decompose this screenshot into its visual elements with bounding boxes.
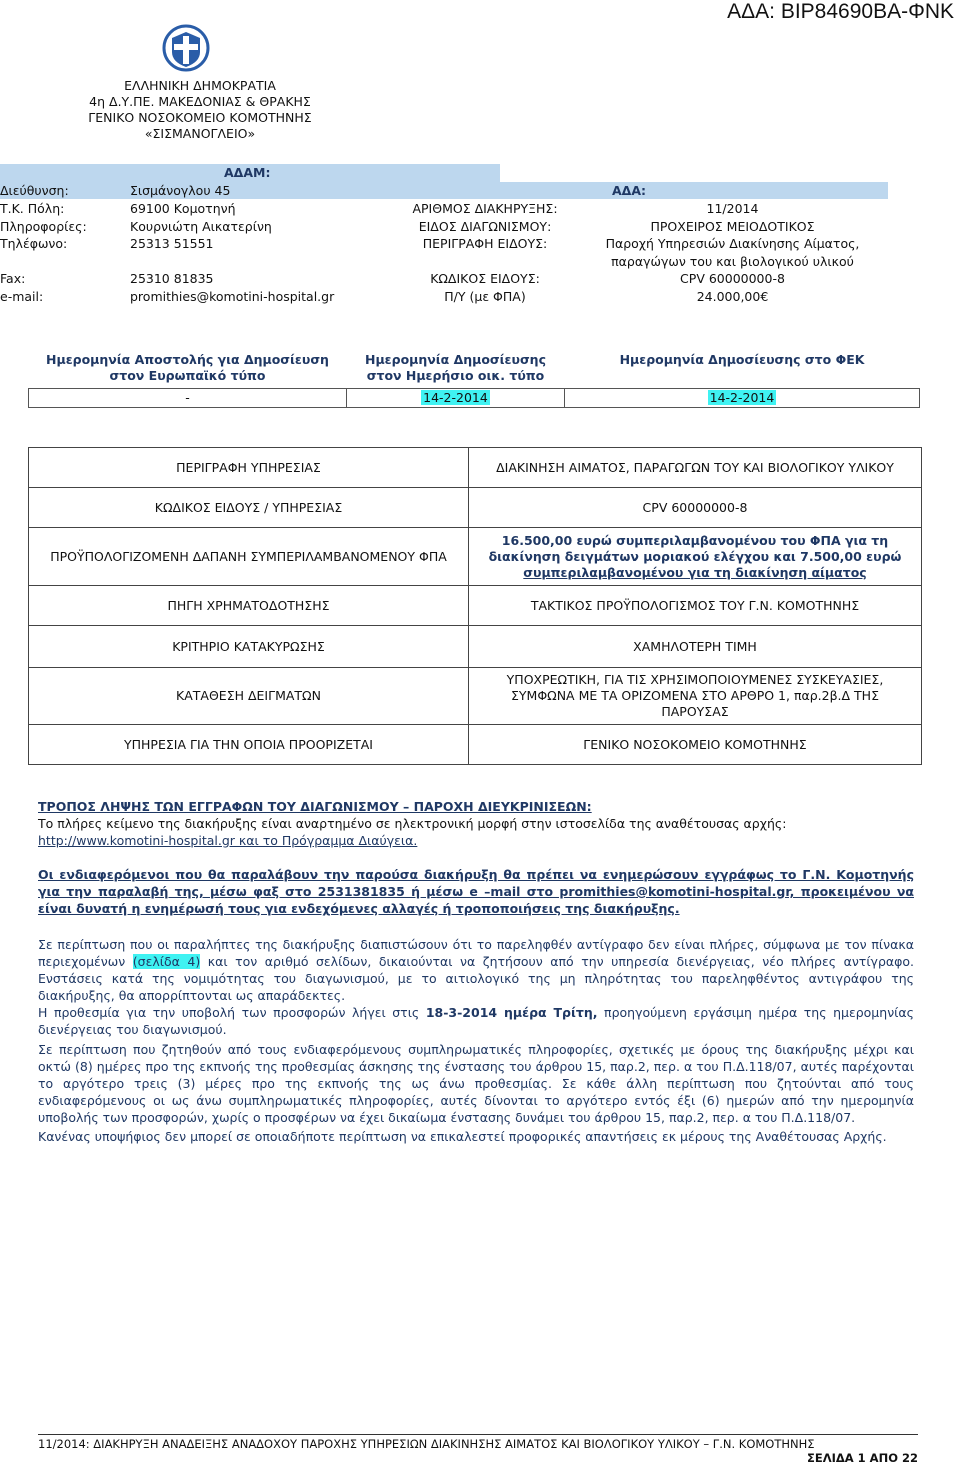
svc-label: ΠΕΡΙΓΡΑΦΗ ΥΠΗΡΕΣΙΑΣ	[29, 448, 469, 488]
header-line-1: ΕΛΛΗΝΙΚΗ ΔΗΜΟΚΡΑΤΙΑ	[124, 78, 276, 93]
header-line-4: «ΣΙΣΜΑΝΟΓΛΕΙΟ»	[144, 126, 256, 141]
ada-label: ΑΔΑ:	[612, 183, 647, 198]
paragraph-4-text-b: προηγούμενη εργάσιμη ημέρα της ημερομηνίας διενέργειας του διαγωνισμού.	[38, 1005, 914, 1037]
tender-label-budget: Π/Υ (με ΦΠΑ)	[444, 289, 526, 304]
paragraph-2: Οι ενδιαφερόμενοι που θα παραλάβουν την παρούσα διακήρυξη θα πρέπει να ενημερώσουν εγγράφως το Γ.Ν. Κομοτηνής για την παραλαβή της, μέσω φαξ στο 2531381835 ή μέσω e –mail στο promithies@komotini-hospital.gr, προκειμένου να είναι δυνατή η ενημέρωσή τους για ενδεχόμενες αλλαγές ή τροποποιήσεις της διακήρυξης.	[38, 867, 914, 916]
svc-label: ΚΡΙΤΗΡΙΟ ΚΑΤΑΚΥΡΩΣΗΣ	[29, 626, 469, 668]
toc-page-highlight: (σελίδα 4)	[132, 954, 201, 969]
svc-label: ΚΩΔΙΚΟΣ ΕΙΔΟΥΣ / ΥΠΗΡΕΣΙΑΣ	[29, 488, 469, 528]
contact-value-city: 69100 Κομοτηνή	[130, 201, 236, 216]
svc-value: CPV 60000000-8	[469, 488, 922, 528]
deadline-date: 18-3-2014 ημέρα Τρίτη,	[425, 1005, 598, 1020]
table-row	[29, 668, 922, 725]
svc-value: ΧΑΜΗΛΟΤΕΡΗ ΤΙΜΗ	[469, 626, 922, 668]
svc-label: ΚΑΤΑΘΕΣΗ ΔΕΙΓΜΑΤΩΝ	[29, 668, 469, 725]
svc-value-budget	[469, 528, 922, 586]
pub-value-daily: 14-2-2014	[423, 390, 488, 405]
svc-label: ΠΗΓΗ ΧΡΗΜΑΤΟΔΟΤΗΣΗΣ	[29, 586, 469, 626]
section-heading: ΤΡΟΠΟΣ ΛΗΨΗΣ ΤΩΝ ΕΓΓΡΑΦΩΝ ΤΟΥ ΔΙΑΓΩΝΙΣΜΟΥ – ΠΑΡΟΧΗ ΔΙΕΥΚΡΙΝΙΣΕΩΝ:	[38, 799, 592, 814]
pub-value-fek: 14-2-2014	[709, 390, 775, 405]
tender-value-code: CPV 60000000-8	[680, 271, 785, 286]
tender-value-description: Παροχή Υπηρεσιών Διακίνησης Αίματος,	[605, 236, 860, 251]
page-footer	[38, 1434, 918, 1465]
adam-label: ΑΔΑΜ:	[224, 165, 271, 180]
hospital-header	[70, 78, 330, 142]
header-line-2: 4η Δ.Υ.ΠΕ. ΜΑΚΕΔΟΝΙΑΣ & ΘΡΑΚΗΣ	[89, 94, 311, 109]
pub-header-fek: Ημερομηνία Δημοσίευσης στο ΦΕΚ	[619, 352, 865, 367]
table-row	[29, 448, 922, 488]
contact-value-phone: 25313 51551	[130, 236, 214, 251]
paragraph-4	[38, 1004, 914, 1038]
contact-label-fax: Fax:	[0, 271, 26, 286]
paragraph-3-text-a: Σε περίπτωση που οι παραλήπτες της διακήρυξης διαπιστώσουν ότι το παρεληφθέν αντίγραφο δεν είναι πλήρες, σύμφωνα με τον πίνακα περιεχομένων	[38, 937, 914, 969]
hospital-website-link[interactable]: http://www.komotini-hospital.gr και το Πρόγραμμα Διαύγεια.	[38, 833, 418, 848]
paragraph-1	[38, 815, 914, 849]
tender-value-type: ΠΡΟΧΕΙΡΟΣ ΜΕΙΟΔΟΤΙΚΟΣ	[650, 219, 815, 234]
svc-value: ΥΠΟΧΡΕΩΤΙΚΗ, ΓΙΑ ΤΙΣ ΧΡΗΣΙΜΟΠΟΙΟΥΜΕΝΕΣ ΣΥΣΚΕΥΑΣΙΕΣ, ΣΥΜΦΩΝΑ ΜΕ ΤΑ ΟΡΙΖΟΜΕΝΑ ΣΤΟ ΑΡΘΡΟ 1, παρ.2β.Δ ΤΗΣ ΠΑΡΟΥΣΑΣ	[469, 668, 922, 725]
tender-value-description-2: παραγώγων του και βιολογικού υλικού	[611, 254, 854, 269]
paragraph-5: Σε περίπτωση που ζητηθούν από τους ενδιαφερόμενους συμπληρωματικές πληροφορίες, σχετικές με όρους της διακήρυξης μέχρι και οκτώ (8) ημέρες προ της εκπνοής της προθεσμίας άσκησης της ένστασης του άρθρου 15, παρ.2, περ. α του Π.Δ.118/07, αυτές παρέχονται το αργότερο τρεις (3) μέρες προ της εκπνοής της ως άνω προθεσμίας. Σε κάθε άλλη περίπτωση που ζητούνται από τους ενδιαφερόμενους οι ως άνω συμπληρωματικές πληροφορίες, αυτές δίνονται το αργότερο εντός έξι (6) ημερών από την ημερομηνία υποβολής των προσφορών, χωρίς ο προσφέρων να έχει δικαίωμα ένστασης δυνάμει του άρθρου 15, παρ.2, περ. α του Π.Δ.118/07.	[38, 1042, 914, 1125]
svc-value: ΔΙΑΚΙΝΗΣΗ ΑΙΜΑΤΟΣ, ΠΑΡΑΓΩΓΩΝ ΤΟΥ ΚΑΙ ΒΙΟΛΟΓΙΚΟΥ ΥΛΙΚΟΥ	[469, 448, 922, 488]
tender-label-code: ΚΩΔΙΚΟΣ ΕΙΔΟΥΣ:	[430, 271, 540, 286]
paragraph-6: Κανένας υποψήφιος δεν μπορεί σε οποιαδήποτε περίπτωση να επικαλεστεί προφορικές απαντήσεις εκ μέρους της Αναθέτουσας Αρχής.	[38, 1129, 887, 1144]
table-row	[29, 528, 922, 586]
contact-value-email: promithies@komotini-hospital.gr	[130, 289, 335, 304]
svc-value: ΤΑΚΤΙΚΟΣ ΠΡΟΫΠΟΛΟΓΙΣΜΟΣ ΤΟΥ Γ.Ν. ΚΟΜΟΤΗΝΗΣ	[469, 586, 922, 626]
pub-header-daily: Ημερομηνία Δημοσίευσης στον Ημερήσιο οικ. τύπο	[365, 352, 546, 383]
contact-value-info: Κουρνιώτη Αικατερίνη	[130, 219, 272, 234]
header-line-3: ΓΕΝΙΚΟ ΝΟΣΟΚΟΜΕΙΟ ΚΟΜΟΤΗΝΗΣ	[88, 110, 312, 125]
tender-value-budget: 24.000,00€	[696, 289, 769, 304]
svc-value-budget-underline: συμπεριλαμβανομένου για τη διακίνηση αίματος	[523, 564, 867, 580]
tender-value-number: 11/2014	[706, 201, 759, 216]
contact-value-address: Σισμάνογλου 45	[130, 183, 231, 198]
pub-header-eu: Ημερομηνία Αποστολής για Δημοσίευση στον Ευρωπαϊκό τύπο	[46, 352, 329, 383]
table-row	[29, 488, 922, 528]
paragraph-4-text-a: Η προθεσμία για την υποβολή των προσφορών λήγει στις	[38, 1005, 420, 1020]
svc-label: ΠΡΟΫΠΟΛΟΓΙΖΟΜΕΝΗ ΔΑΠΑΝΗ ΣΥΜΠΕΡΙΛΑΜΒΑΝΟΜΕΝΟΥ ΦΠΑ	[29, 528, 469, 586]
greek-emblem-icon	[162, 24, 210, 72]
svc-label: ΥΠΗΡΕΣΙΑ ΓΙΑ ΤΗΝ ΟΠΟΙΑ ΠΡΟΟΡΙΖΕΤΑΙ	[29, 725, 469, 765]
svc-value: ΓΕΝΙΚΟ ΝΟΣΟΚΟΜΕΙΟ ΚΟΜΟΤΗΝΗΣ	[469, 725, 922, 765]
paragraph-3-text-b: και τον αριθμό σελίδων, δικαιούνται να ζητήσουν από την υπηρεσία διενέργειας, νέο πλήρες αντίγραφο. Ενστάσεις κατά της νομιμότητας του διαγωνισμού, με το αιτιολογικό της μη πληρότητας του παρεληφθέντος αντιγράφου της διακήρυξης, θα απορρίπτονται ως απαράδεκτες.	[38, 954, 914, 1003]
table-row	[29, 586, 922, 626]
contact-label-address: Διεύθυνση:	[0, 183, 69, 198]
footer-page-number: ΣΕΛΙΔΑ 1 ΑΠΟ 22	[806, 1451, 918, 1465]
publication-table	[28, 352, 920, 408]
service-table	[28, 447, 922, 765]
paragraph-1-text: Το πλήρες κείμενο της διακήρυξης είναι αναρτημένο σε ηλεκτρονική μορφή στην ιστοσελίδα της αναθέτουσας αρχής:	[38, 816, 787, 831]
ada-code: ΑΔΑ: ΒΙΡ84690ΒΑ-ΦΝΚ	[727, 0, 954, 23]
footer-text: 11/2014: ΔΙΑΚΗΡΥΞΗ ΑΝΑΔΕΙΞΗΣ ΑΝΑΔΟΧΟΥ ΠΑΡΟΧΗΣ ΥΠΗΡΕΣΙΩΝ ΔΙΑΚΙΝΗΣΗΣ ΑΙΜΑΤΟΣ ΚΑΙ ΒΙΟΛΟΓΙΚΟΥ ΥΛΙΚΟΥ – Γ.Ν. ΚΟΜΟΤΗΝΗΣ	[38, 1437, 815, 1451]
contact-label-phone: Τηλέφωνο:	[0, 236, 68, 251]
tender-label-number: ΑΡΙΘΜΟΣ ΔΙΑΚΗΡΥΞΗΣ:	[412, 201, 558, 216]
tender-label-type: ΕΙΔΟΣ ΔΙΑΓΩΝΙΣΜΟΥ:	[418, 219, 552, 234]
table-row	[29, 626, 922, 668]
pub-value-eu: -	[29, 389, 347, 408]
contact-value-fax: 25310 81835	[130, 271, 214, 286]
contact-label-email: e-mail:	[0, 289, 44, 304]
pub-value-daily-cell	[347, 389, 565, 408]
table-row	[29, 725, 922, 765]
paragraph-3	[38, 936, 914, 1004]
contact-label-city: Τ.Κ. Πόλη:	[0, 201, 65, 216]
contact-label-info: Πληροφορίες:	[0, 219, 87, 234]
svc-value-budget-bold: 16.500,00 ευρώ συμπεριλαμβανομένου του ΦΠΑ για τη διακίνηση δειγμάτων μοριακού ελέγχου και 7.500,00 ευρώ	[488, 532, 902, 564]
tender-label-description: ΠΕΡΙΓΡΑΦΗ ΕΙΔΟΥΣ:	[422, 236, 548, 251]
pub-value-fek-cell	[565, 389, 920, 408]
